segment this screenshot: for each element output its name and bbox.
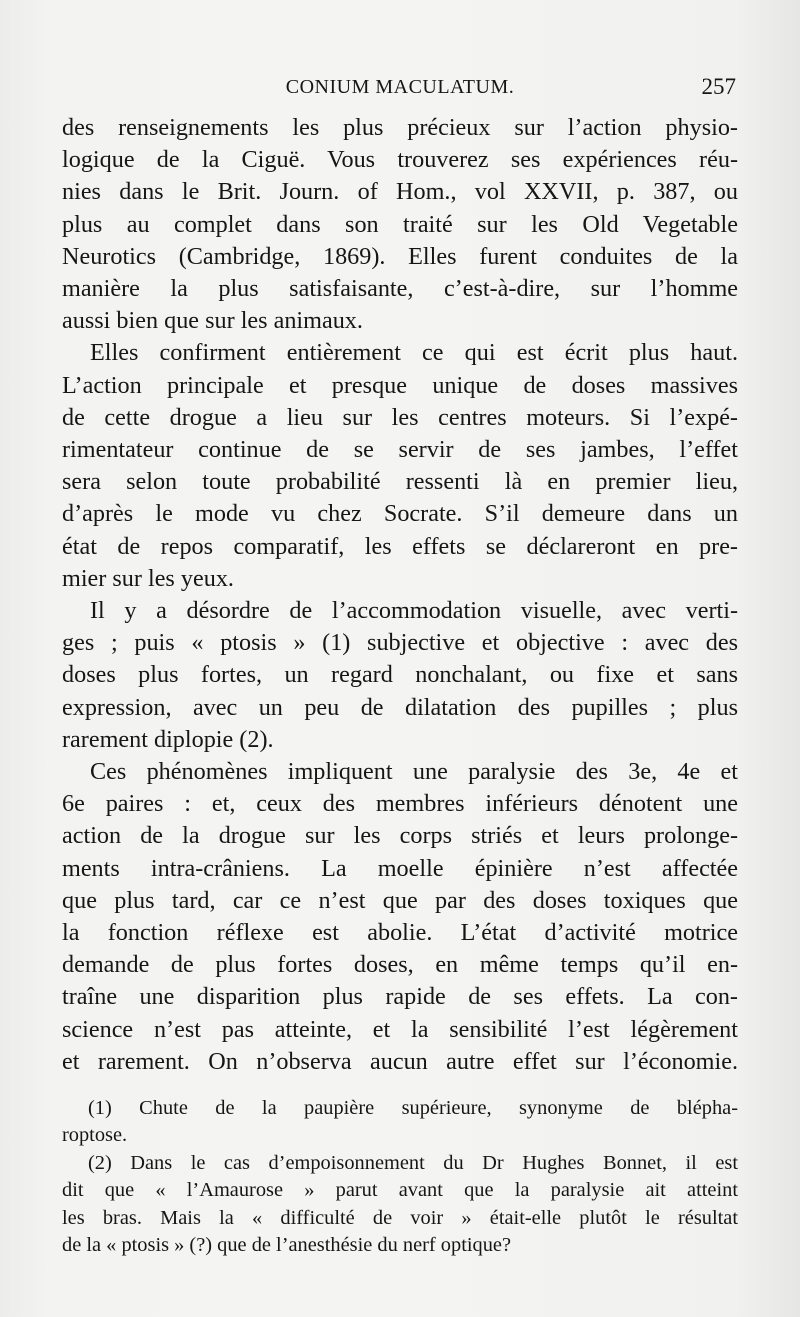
- text-line: rarement diplopie (2).: [62, 725, 274, 753]
- text-line: d’après le mode vu chez Socrate. S’il demeure dans un: [62, 500, 738, 528]
- text-line: mier sur les yeux.: [62, 564, 234, 592]
- text-line: nies dans le Brit. Journ. of Hom., vol XXVII, p. 387, ou: [62, 178, 738, 206]
- footnote-line: (1) Chute de la paupière supérieure, synonyme de blépha-: [88, 1097, 738, 1119]
- text-line: sera selon toute probabilité ressenti là en premier lieu,: [62, 468, 738, 496]
- text-line: ges ; puis « ptosis » (1) subjective et objective : avec des: [62, 629, 738, 657]
- text-line: L’action principale et presque unique de doses massives: [62, 371, 738, 399]
- text-line: des renseignements les plus précieux sur l’action physio-: [62, 114, 738, 141]
- text-line: traîne une disparition plus rapide de ses effets. La con-: [62, 983, 738, 1011]
- text-line: aussi bien que sur les animaux.: [62, 307, 363, 335]
- paragraph-3: [62, 595, 738, 756]
- text-line: expression, avec un peu de dilatation des pupilles ; plus: [62, 693, 738, 721]
- text-line: Neurotics (Cambridge, 1869). Elles furent conduites de la: [62, 242, 738, 270]
- text-line: manière la plus satisfaisante, c’est-à-dire, sur l’homme: [62, 275, 738, 303]
- footnote-2: [62, 1150, 738, 1260]
- footnote-line: les bras. Mais la « difficulté de voir » était-elle plutôt le résultat: [62, 1206, 738, 1229]
- footnote-1: [62, 1095, 738, 1150]
- text-line: et rarement. On n’observa aucun autre effet sur l’économie.: [62, 1047, 738, 1075]
- footnote-line: (2) Dans le cas d’empoisonnement du Dr Hughes Bonnet, il est: [88, 1151, 738, 1174]
- footnote-line: dit que « l’Amaurose » parut avant que la paralysie ait atteint: [62, 1179, 738, 1202]
- text-line: la fonction réflexe est abolie. L’état d’activité motrice: [62, 919, 738, 947]
- body-text: [62, 112, 738, 1078]
- text-line: plus au complet dans son traité sur les Old Vegetable: [62, 210, 738, 238]
- text-line: Ces phénomènes impliquent une paralysie des 3e, 4e et: [90, 758, 738, 786]
- text-line: que plus tard, car ce n’est que par des doses toxiques que: [62, 886, 738, 914]
- footnote-line: de la « ptosis » (?) que de l’anesthésie du nerf optique?: [62, 1234, 512, 1257]
- paragraph-2: [62, 337, 738, 595]
- paragraph-1: [62, 112, 738, 337]
- text-line: science n’est pas atteinte, et la sensibilité l’est légèrement: [62, 1015, 738, 1043]
- text-line: Il y a désordre de l’accommodation visuelle, avec verti-: [90, 597, 738, 625]
- text-line: doses plus fortes, un regard nonchalant, ou fixe et sans: [62, 661, 738, 689]
- text-line: 6e paires : et, ceux des membres inférieurs dénotent une: [62, 790, 738, 818]
- text-line: Elles confirment entièrement ce qui est écrit plus haut.: [90, 339, 738, 367]
- page-number: 257: [701, 74, 736, 99]
- running-head: CONIUM MACULATUM.: [285, 76, 515, 98]
- text-line: de cette drogue a lieu sur les centres moteurs. Si l’expé-: [62, 403, 738, 431]
- footnotes: [62, 1095, 738, 1259]
- footnote-line: roptose.: [62, 1124, 128, 1147]
- text-line: ments intra-crâniens. La moelle épinière n’est affectée: [62, 854, 738, 882]
- text-line: état de repos comparatif, les effets se déclareront en pre-: [62, 532, 738, 560]
- text-line: action de la drogue sur les corps striés et leurs prolonge-: [62, 822, 738, 850]
- text-line: rimentateur continue de se servir de ses jambes, l’effet: [62, 436, 738, 464]
- text-line: logique de la Ciguë. Vous trouverez ses expériences réu-: [62, 146, 738, 174]
- text-line: demande de plus fortes doses, en même temps qu’il en-: [62, 951, 738, 979]
- page-header: [62, 74, 738, 106]
- paragraph-4: [62, 756, 738, 1078]
